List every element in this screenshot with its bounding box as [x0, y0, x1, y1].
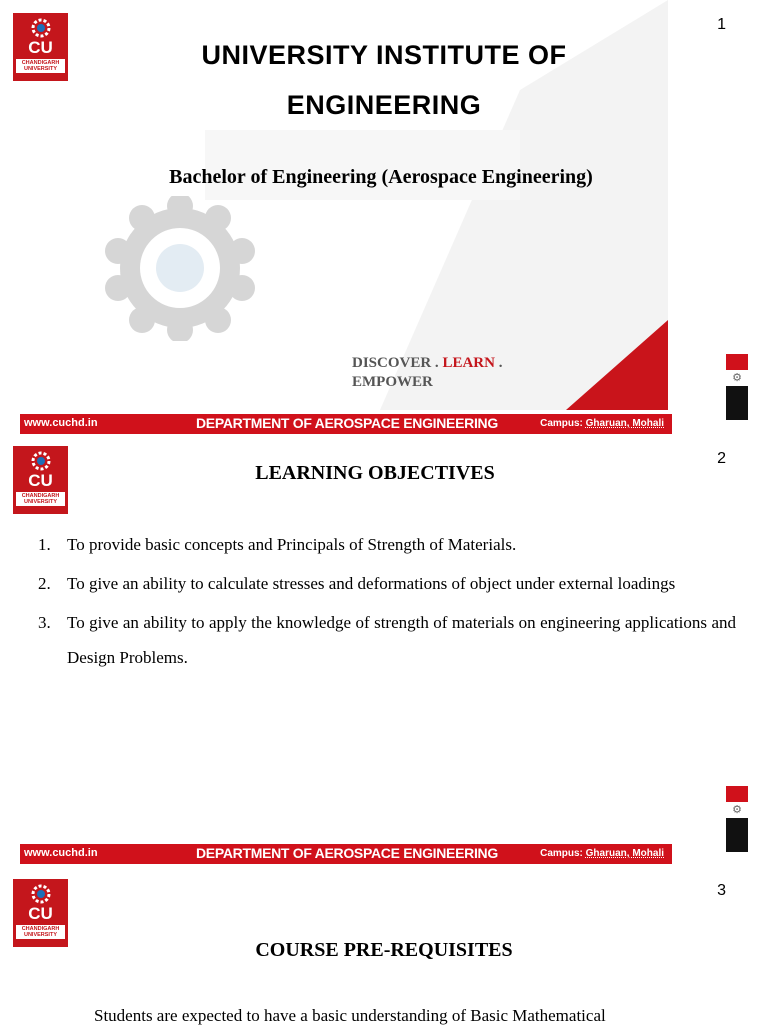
- title-line-1: UNIVERSITY INSTITUTE OF: [201, 40, 567, 70]
- footer-bar: [20, 844, 672, 864]
- objective-text: To provide basic concepts and Principals of Strength of Materials.: [67, 535, 517, 554]
- objective-text: To give an ability to apply the knowledge of strength of materials on engineering applications and Design Problems.: [67, 613, 736, 667]
- campus-label: Campus:: [540, 848, 586, 859]
- footer-campus: [540, 418, 664, 429]
- slide-3-title: COURSE PRE-REQUISITES: [255, 939, 513, 961]
- slide-3-body: Students are expected to have a basic understanding of Basic Mathematical: [94, 1006, 606, 1025]
- side-red-mark: [726, 786, 748, 802]
- objective-number: 2.: [38, 574, 51, 593]
- gear-ring-watermark-icon: [100, 196, 260, 341]
- logo-text: CU: [28, 38, 53, 57]
- objectives-list: [36, 527, 736, 679]
- slide-2-title: LEARNING OBJECTIVES: [255, 462, 495, 484]
- emblem-icon: [26, 17, 56, 39]
- objective-item: [36, 527, 736, 562]
- emblem-icon: [26, 883, 56, 905]
- gear-small-icon: ⚙: [732, 804, 742, 816]
- side-black-mark: [726, 818, 748, 852]
- tagline-empower: EMPOWER: [352, 374, 433, 390]
- logo-subtext: CHANDIGARH UNIVERSITY: [16, 925, 65, 939]
- logo-subtext: CHANDIGARH UNIVERSITY: [16, 492, 65, 506]
- side-marks: [726, 786, 748, 852]
- tagline-dot: .: [494, 355, 503, 371]
- tagline-learn: LEARN: [442, 355, 495, 371]
- campus-place: Gharuan, Mohali: [585, 418, 664, 429]
- gear-small-icon: ⚙: [732, 372, 742, 384]
- side-red-mark: [726, 354, 748, 370]
- campus-place: Gharuan, Mohali: [585, 848, 664, 859]
- footer-bar: [20, 414, 672, 434]
- objective-text: To give an ability to calculate stresses and deformations of object under external loadings: [67, 574, 676, 593]
- campus-label: Campus:: [540, 418, 586, 429]
- side-marks: [726, 354, 748, 420]
- objective-item: [36, 605, 736, 675]
- page-number: 2: [717, 450, 726, 467]
- footer-department: DEPARTMENT OF AEROSPACE ENGINEERING: [196, 845, 498, 861]
- objective-number: 1.: [38, 535, 51, 554]
- footer-url: www.cuchd.in: [24, 847, 98, 859]
- cu-logo: [13, 879, 68, 947]
- tagline: [352, 354, 502, 392]
- objective-item: [36, 566, 736, 601]
- page-number: 1: [717, 16, 726, 33]
- subtitle: Bachelor of Engineering (Aerospace Engineering): [169, 166, 593, 188]
- logo-subtext: CHANDIGARH UNIVERSITY: [16, 59, 65, 73]
- objective-number: 3.: [38, 613, 51, 632]
- page-number: 3: [717, 882, 726, 899]
- footer-campus: [540, 848, 664, 859]
- footer-department: DEPARTMENT OF AEROSPACE ENGINEERING: [196, 415, 498, 431]
- logo-text: CU: [28, 904, 53, 923]
- slide-1: [0, 0, 768, 436]
- title-line-2: ENGINEERING: [286, 90, 482, 120]
- tagline-discover: DISCOVER .: [352, 355, 443, 371]
- side-black-mark: [726, 386, 748, 420]
- footer-url: www.cuchd.in: [24, 417, 98, 429]
- logo-text: CU: [28, 471, 53, 490]
